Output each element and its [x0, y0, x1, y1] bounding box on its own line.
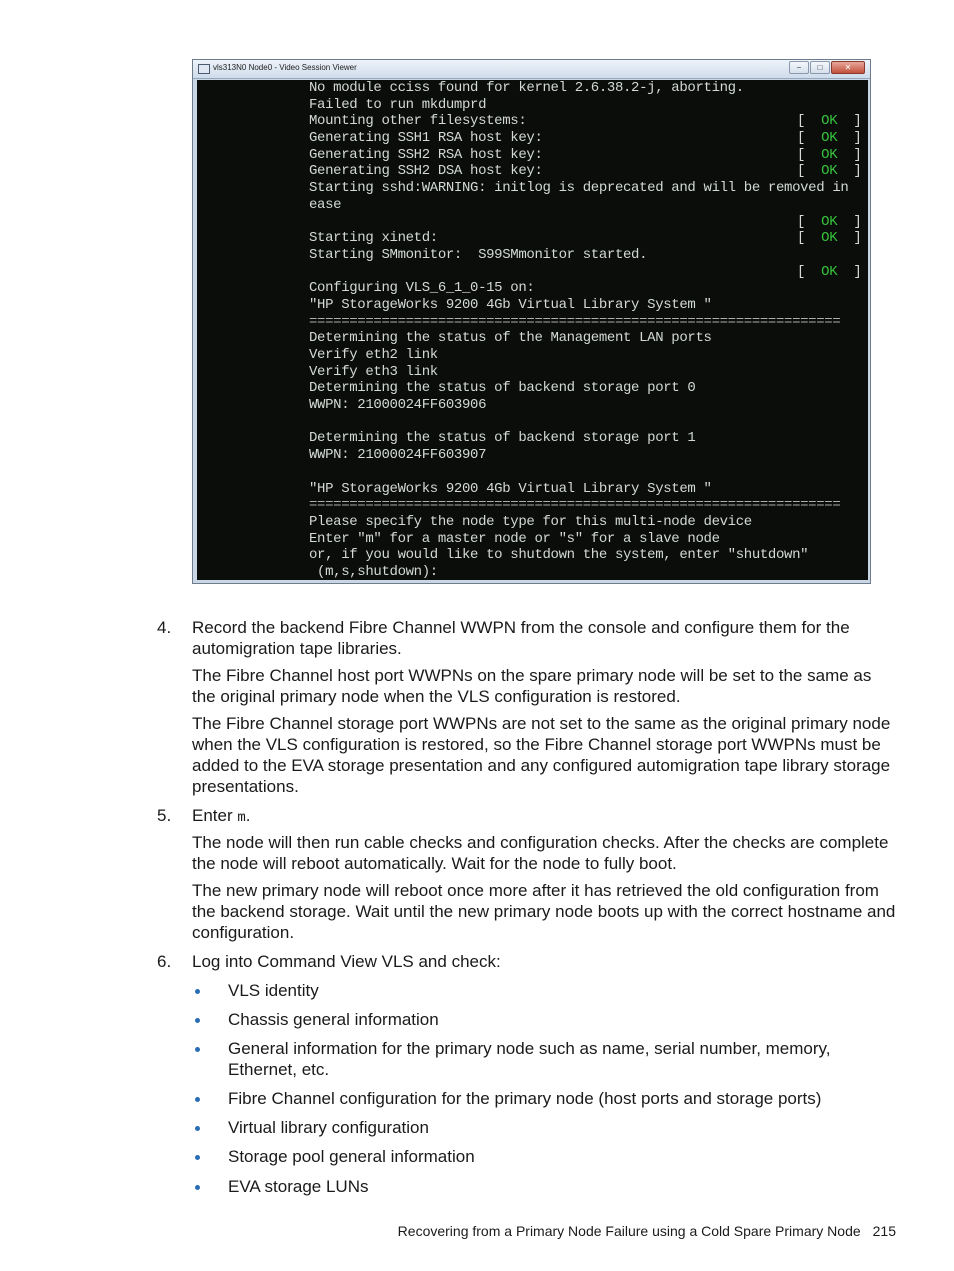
close-icon[interactable]: ✕ [831, 61, 865, 74]
console-line [309, 230, 868, 247]
ok-status: OK [821, 163, 838, 180]
window-titlebar [193, 60, 870, 79]
console-terminal [197, 80, 868, 580]
console-line-text: (m,s,shutdown): [309, 563, 438, 580]
console-line-text: Starting sshd:WARNING: initlog is deprecated and will be removed in [309, 180, 849, 197]
console-line-text: Determining the status of backend storage port 0 [309, 380, 696, 397]
bullet-icon [195, 1185, 200, 1190]
console-line-text: Mounting other filesystems: [309, 113, 527, 130]
bullet-icon [195, 989, 200, 994]
console-line-text: Determining the status of the Management LAN ports [309, 330, 712, 347]
bullet-text: Fibre Channel configuration for the primary node (host ports and storage ports) [228, 1089, 822, 1108]
console-line-text: Please specify the node type for this multi-node device [309, 513, 752, 530]
console-line-text: ease [309, 196, 342, 213]
console-line-text: "HP StorageWorks 9200 4Gb Virtual Library System " [309, 296, 712, 313]
bullet-icon [195, 1126, 200, 1131]
console-line-text: Starting SMmonitor: S99SMmonitor started. [309, 246, 648, 263]
console-line-text: WWPN: 21000024FF603907 [309, 447, 487, 464]
page-footer [360, 1222, 896, 1240]
console-line [309, 414, 868, 431]
console-line [309, 113, 868, 130]
step-number: 4. [157, 618, 172, 637]
console-line-text: Determining the status of backend storage port 1 [309, 430, 696, 447]
page-number: 215 [872, 1223, 896, 1239]
console-line-text: Enter "m" for a master node or "s" for a slave node [309, 530, 720, 547]
bullet-text: Virtual library configuration [228, 1118, 429, 1137]
console-line [309, 514, 868, 531]
console-line [309, 347, 868, 364]
console-line-text: or, if you would like to shutdown the system, enter "shutdown" [309, 547, 809, 564]
console-status: [ OK ] [797, 130, 862, 147]
console-line-text: Generating SSH2 DSA host key: [309, 163, 543, 180]
console-line-text: ================================================================== [309, 497, 841, 514]
paragraph: The new primary node will reboot once more after it has retrieved the old configuration from the backend storage. Wait until the new primary node boots up with the correct hostname and configuration. [192, 881, 896, 942]
console-status: [ OK ] [797, 263, 862, 280]
paragraph: The Fibre Channel host port WWPNs on the spare primary node will be set to the same as the original primary node when the VLS configuration is restored. [192, 666, 872, 706]
console-status: [ OK ] [797, 146, 862, 163]
console-line [309, 163, 868, 180]
maximize-icon[interactable]: □ [810, 61, 830, 74]
console-line [309, 464, 868, 481]
step-text-after: . [245, 806, 251, 825]
console-line [309, 481, 868, 498]
console-line [309, 80, 868, 97]
console-line [309, 547, 868, 564]
bullet-text: General information for the primary node such as name, serial number, memory, Ethernet, etc. [228, 1039, 831, 1079]
console-status: [ OK ] [797, 113, 862, 130]
bullet-icon [195, 1018, 200, 1023]
console-line [309, 314, 868, 331]
console-line-text: ================================================================== [309, 313, 841, 330]
window-controls [789, 61, 865, 74]
console-line-text: Failed to run mkdumprd [309, 96, 487, 113]
console-line [309, 364, 868, 381]
console-line [309, 380, 868, 397]
ok-status: OK [821, 130, 838, 147]
ok-status: OK [821, 230, 838, 247]
console-line [309, 397, 868, 414]
console-status: [ OK ] [797, 230, 862, 247]
console-line-text: Verify eth3 link [309, 363, 438, 380]
console-line [309, 297, 868, 314]
window-title: vls313N0 Node0 - Video Session Viewer [213, 63, 357, 72]
console-line [309, 97, 868, 114]
ok-status: OK [821, 146, 838, 163]
console-line-text: Configuring VLS_6_1_0-15 on: [309, 280, 535, 297]
paragraph: The Fibre Channel storage port WWPNs are not set to the same as the original primary node when the VLS configuration is restored, so the Fibre Channel storage port WWPNs must be added to the EVA storage presentation and any configured automigration tape library storage presentations. [192, 714, 891, 796]
console-line [309, 330, 868, 347]
paragraph: The node will then run cable checks and configuration checks. After the checks are complete the node will reboot automatically. Wait for the node to fully boot. [192, 833, 889, 873]
console-line [309, 247, 868, 264]
console-line [309, 531, 868, 548]
step-number: 5. [157, 806, 172, 825]
bullet-text: EVA storage LUNs [228, 1177, 369, 1196]
console-status: [ OK ] [797, 213, 862, 230]
bullet-text: VLS identity [228, 981, 319, 1000]
bullet-icon [195, 1097, 200, 1102]
ok-status: OK [821, 263, 838, 280]
console-output [309, 80, 868, 580]
console-line-text: WWPN: 21000024FF603906 [309, 397, 487, 414]
step-text [192, 805, 897, 829]
console-line-text: Generating SSH1 RSA host key: [309, 130, 543, 147]
video-session-viewer-window [192, 59, 871, 584]
console-line [309, 214, 868, 231]
ok-status: OK [821, 213, 838, 230]
console-line [309, 430, 868, 447]
ok-status: OK [821, 113, 838, 130]
console-line [309, 130, 868, 147]
console-status: [ OK ] [797, 163, 862, 180]
minimize-icon[interactable]: − [789, 61, 809, 74]
bullet-text: Chassis general information [228, 1010, 439, 1029]
monitor-icon [198, 64, 210, 74]
bullet-text: Storage pool general information [228, 1147, 475, 1166]
console-line-text: "HP StorageWorks 9200 4Gb Virtual Library System " [309, 480, 712, 497]
step-text: Log into Command View VLS and check: [192, 952, 501, 971]
step-text-before: Enter [192, 806, 238, 825]
console-line [309, 497, 868, 514]
bullet-icon [195, 1047, 200, 1052]
step-text: Record the backend Fibre Channel WWPN from the console and configure them for the automigration tape libraries. [192, 618, 850, 658]
console-line [309, 264, 868, 281]
step-number: 6. [157, 952, 172, 971]
console-line [309, 197, 868, 214]
console-line [309, 147, 868, 164]
console-line-text: Starting xinetd: [309, 230, 438, 247]
console-line [309, 447, 868, 464]
console-line [309, 564, 868, 580]
console-line [309, 280, 868, 297]
console-line-text: Verify eth2 link [309, 347, 438, 363]
footer-title: Recovering from a Primary Node Failure using a Cold Spare Primary Node [397, 1223, 861, 1239]
code-literal: m [237, 810, 246, 826]
console-line [309, 180, 868, 197]
console-line-text: No module cciss found for kernel 2.6.38.2-j, aborting. [309, 80, 744, 96]
bullet-icon [195, 1155, 200, 1160]
console-line-text: Generating SSH2 RSA host key: [309, 146, 543, 163]
